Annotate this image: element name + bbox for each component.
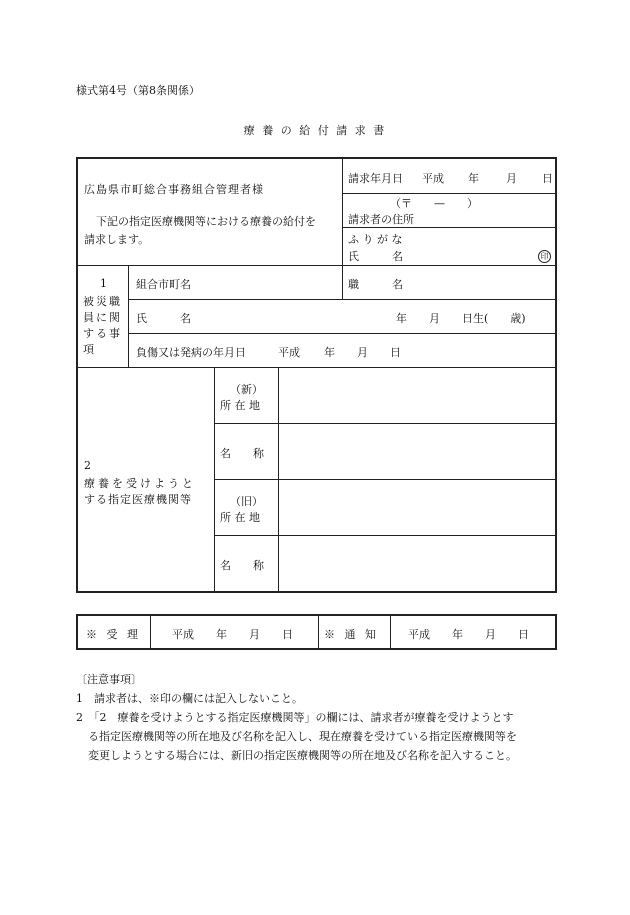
notified-label: ※ 通 知 — [324, 628, 379, 641]
new-name-label-cell — [214, 423, 279, 480]
received-ymd: 年 月 日 — [216, 628, 293, 641]
request-date-year: 年 — [468, 172, 479, 185]
injury-date-ymd: 年 月 日 — [324, 346, 401, 359]
form-number: 様式第4号（第8条関係） — [76, 84, 200, 97]
injury-date-cell — [128, 333, 555, 368]
section2-number: 2 — [84, 459, 91, 472]
old-location-label-cell — [214, 479, 279, 536]
section1-label-3: する事 — [83, 327, 122, 340]
name-label: 氏 名 — [348, 250, 403, 263]
old-location-label: 所 在 地 — [220, 511, 260, 524]
position-cell — [342, 265, 555, 300]
section2-label-2: する指定医療機関等 — [84, 493, 192, 506]
seal-mark: 印 — [538, 250, 551, 263]
new-name-field — [278, 423, 555, 480]
request-date-month: 月 — [506, 172, 517, 185]
birth-date-label: 年 月 日生( 歳) — [396, 312, 526, 325]
request-line-1: 下記の指定医療機関等における療養の給付を — [96, 215, 316, 228]
request-date-era: 平成 — [422, 172, 444, 185]
section1-label-4: 項 — [83, 343, 94, 356]
request-date-day: 日 — [542, 172, 553, 185]
section1-number: 1 — [100, 277, 107, 290]
received-label: ※ 受 理 — [86, 628, 141, 641]
received-date-cell — [150, 616, 319, 648]
section1-label-1: 被災職 — [83, 295, 122, 308]
injury-date-era: 平成 — [278, 346, 300, 359]
new-location-field — [278, 367, 555, 424]
injury-date-label: 負傷又は発病の年月日 — [136, 346, 246, 359]
section1-label-2: 員に関 — [83, 311, 122, 324]
old-name-label: 名 称 — [220, 559, 264, 572]
address-label: 請求者の住所 — [348, 213, 414, 226]
position-label: 職 名 — [348, 278, 403, 291]
addressee: 広島県市町総合事務組合管理者様 — [84, 183, 264, 196]
new-location-label: 所 在 地 — [220, 399, 260, 412]
main-form — [76, 157, 557, 593]
notes-section — [76, 670, 517, 765]
old-name-field — [278, 535, 555, 591]
old-location-field — [278, 479, 555, 536]
addressee-cell — [78, 159, 343, 266]
old-name-label-cell — [214, 535, 279, 591]
note-1: 1 請求者は、※印の欄には記入しないこと。 — [76, 692, 303, 705]
old-tag: （旧） — [230, 495, 263, 508]
name-cell — [342, 227, 555, 266]
municipality-cell — [128, 265, 343, 300]
section1-label — [78, 265, 129, 368]
note-2-line-3: 変更しようとする場合には、新旧の指定医療機関等の所在地及び名称を記入すること。 — [88, 749, 517, 762]
receipt-table — [76, 614, 557, 650]
form-title: 療 養 の 給 付 請 求 書 — [243, 124, 387, 137]
new-name-label: 名 称 — [220, 447, 264, 460]
notified-date-cell — [390, 616, 555, 648]
section2-label-1: 療養を受けようと — [84, 477, 196, 490]
address-cell — [342, 193, 555, 228]
notified-label-cell — [318, 616, 391, 648]
request-date-label: 請求年月日 — [348, 172, 403, 185]
postal-code: （〒 — ） — [390, 197, 478, 210]
note-2-line-1: 2 「2 療養を受けようとする指定医療機関等」の欄には、請求者が療養を受けようとす — [76, 711, 514, 724]
request-line-2: 請求します。 — [84, 233, 150, 246]
notified-ymd: 年 月 日 — [452, 628, 529, 641]
note-2-line-2: る指定医療機関等の所在地及び名称を記入し、現在療養を受けている指定医療機関等を — [88, 730, 517, 743]
section2-label — [78, 367, 215, 591]
municipality-label: 組合市町名 — [136, 278, 191, 291]
new-tag: （新） — [230, 383, 263, 396]
received-label-cell — [78, 616, 151, 648]
notified-era: 平成 — [408, 628, 430, 641]
victim-name-label: 氏 名 — [136, 312, 191, 325]
victim-name-cell — [128, 299, 555, 334]
notes-heading: 〔注意事項〕 — [76, 673, 142, 686]
new-location-label-cell — [214, 367, 279, 424]
furigana-label: ふ り が な — [348, 233, 403, 246]
received-era: 平成 — [172, 628, 194, 641]
request-date-cell — [342, 159, 555, 194]
